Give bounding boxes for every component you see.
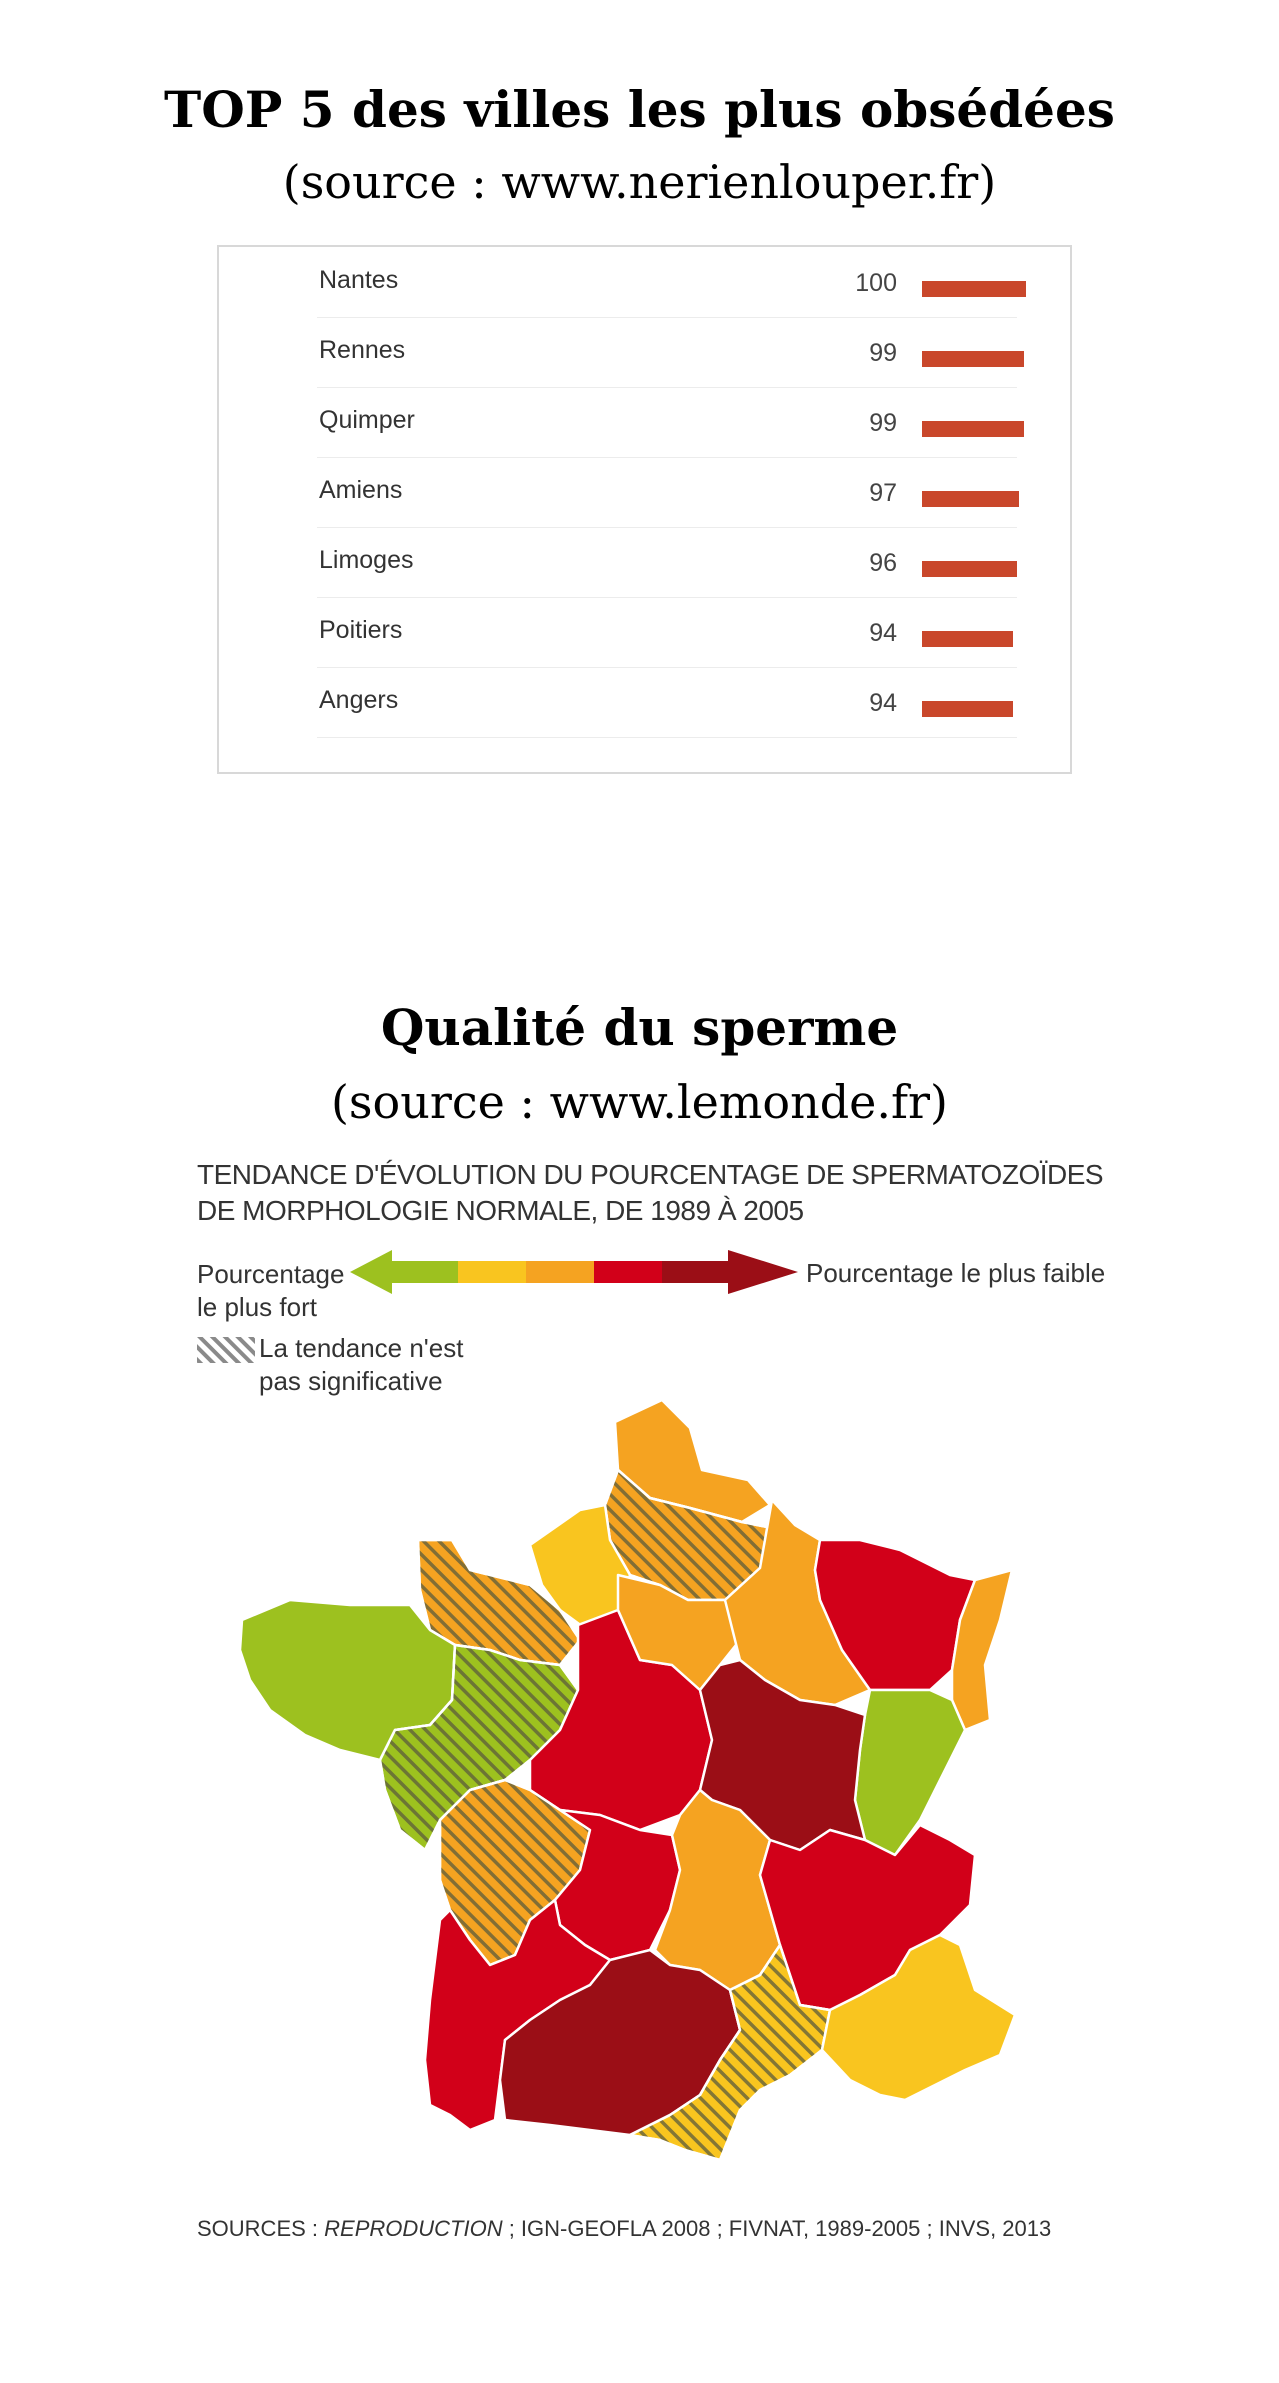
map-heading (197, 1157, 1117, 1229)
hatch-legend-line1: La tendance n'est (259, 1333, 464, 1363)
sources-footnote (197, 2216, 1051, 2242)
city-score: 94 (869, 689, 897, 717)
city-score: 97 (869, 479, 897, 507)
city-score: 99 (869, 339, 897, 367)
city-score: 99 (869, 409, 897, 437)
score-bar (922, 701, 1013, 717)
map-heading-line1: TENDANCE D'ÉVOLUTION DU POURCENTAGE DE SPERMATOZOÏDES (197, 1159, 1104, 1190)
city-name: Amiens (319, 476, 403, 504)
region-franche-comte (855, 1690, 965, 1855)
city-ranking-table (217, 245, 1072, 774)
sources-rest: ; IGN-GEOFLA 2008 ; FIVNAT, 1989-2005 ; INVS, 2013 (502, 2216, 1052, 2241)
city-name: Angers (319, 686, 399, 714)
france-region-map (220, 1355, 1040, 2185)
score-bar (922, 561, 1017, 577)
scale-segment-darkred (662, 1261, 730, 1283)
table-row (317, 667, 1017, 738)
sources-prefix: SOURCES : (197, 2216, 325, 2241)
score-bar (922, 351, 1024, 367)
score-bar (922, 281, 1026, 297)
city-name: Rennes (319, 336, 406, 364)
sperm-quality-title: Qualité du sperme (380, 998, 899, 1057)
scale-segment-green (390, 1261, 458, 1283)
city-name: Limoges (319, 546, 414, 574)
score-bar (922, 631, 1013, 647)
city-score: 100 (855, 269, 897, 297)
table-row (317, 317, 1017, 388)
table-row (317, 457, 1017, 528)
table-row (317, 247, 1017, 318)
top5-source: (source : www.nerienlouper.fr) (282, 155, 997, 209)
legend-low-label: Pourcentage le plus faible (806, 1258, 1106, 1288)
city-score: 94 (869, 619, 897, 647)
scale-segment-orange (526, 1261, 594, 1283)
scale-arrow-left-head (350, 1250, 392, 1294)
table-row (317, 387, 1017, 458)
score-bar (922, 421, 1024, 437)
legend-high-line1: Pourcentage (197, 1259, 345, 1289)
legend-high-line2: le plus fort (197, 1292, 317, 1322)
score-bar (922, 491, 1019, 507)
city-name: Nantes (319, 266, 399, 294)
table-row (317, 527, 1017, 598)
top5-title: TOP 5 des villes les plus obsédées (164, 80, 1115, 139)
scale-segment-yellow (458, 1261, 526, 1283)
scale-segment-red (594, 1261, 662, 1283)
legend-high-label (197, 1258, 357, 1324)
map-heading-line2: DE MORPHOLOGIE NORMALE, DE 1989 À 2005 (197, 1195, 804, 1226)
color-scale-arrow (350, 1250, 800, 1294)
sperm-quality-source: (source : www.lemonde.fr) (330, 1075, 948, 1129)
scale-arrow-right-head (728, 1250, 798, 1294)
hatch-legend-line2: pas significative (259, 1366, 443, 1396)
city-name: Quimper (319, 406, 415, 434)
sources-italic: REPRODUCTION (324, 2216, 503, 2241)
city-score: 96 (869, 549, 897, 577)
table-row (317, 597, 1017, 668)
city-name: Poitiers (319, 616, 403, 644)
